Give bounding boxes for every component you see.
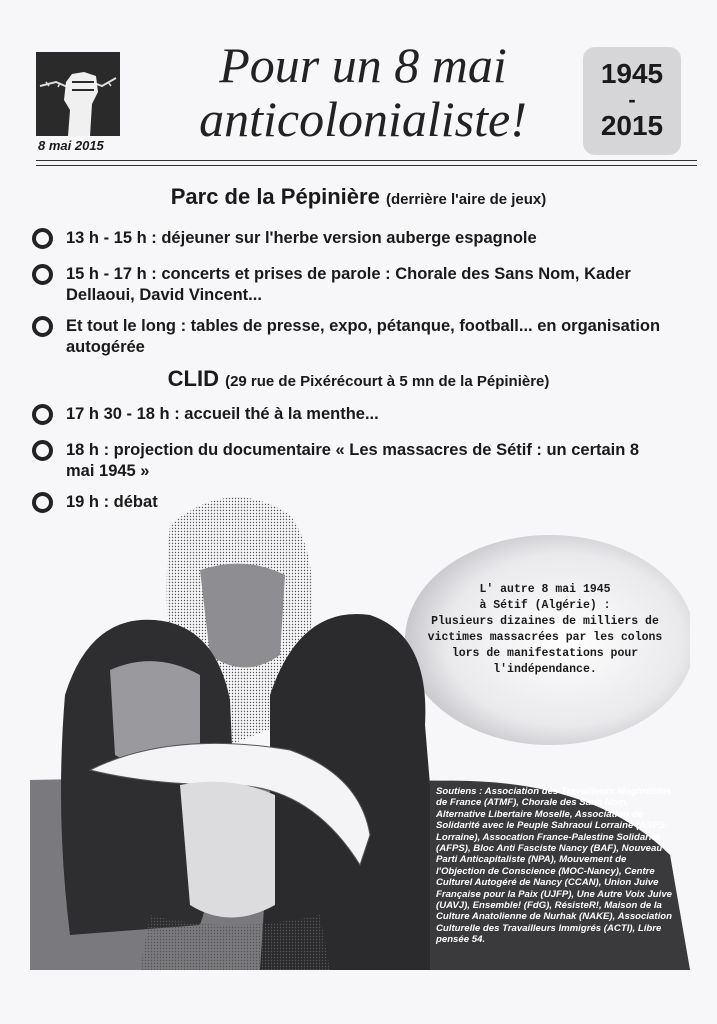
schedule-item-text: 13 h - 15 h : déjeuner sur l'herbe version auberge espagnole [66, 229, 537, 247]
section-title-pepiniere-name: Parc de la Pépinière [170, 184, 380, 209]
section-title-pepiniere-sub: (derrière l'aire de jeux) [385, 191, 547, 208]
schedule-item-text: 18 h : projection du documentaire « Les massacres de Sétif : un certain 8 mai 1945 » [66, 441, 640, 480]
circle-bullet-icon [32, 440, 53, 461]
caption-line-1: L' autre 8 mai 1945 [479, 583, 611, 596]
title-line-2: anticolonialiste! [199, 91, 527, 147]
caption-line-3: Plusieurs dizaines de milliers de victimes massacrées par les colons lors de manifestations pour l'indépendance. [427, 615, 663, 676]
schedule-item-text: 19 h : débat [66, 493, 158, 511]
schedule-item-text: 17 h 30 - 18 h : accueil thé à la menthe... [66, 405, 379, 423]
years-badge [583, 47, 681, 155]
section-title-clid [0, 366, 717, 392]
schedule-item [32, 264, 672, 306]
soutiens-text: Soutiens : Association des Travailleurs Maghrébins de France (ATMF), Chorale des Sans Nom, Alternative Libertaire Moselle, Association de Solidarité avec le Peuple Sahraoui Lorraine (ASPS-Lorraine), Assocation France-Palestine Solidarité (AFPS), Bloc Anti Fasciste Nancy (BAF), Nouveau Parti Anticapitaliste (NPA), Mouvement de l'Objection de Conscience (MOC-Nancy), Centre Culturel Autogéré de Nancy (CCAN), Union Juive Française pour la Paix (UJFP), Une Autre Voix Juive (UAVJ), Ensemble! (FdG), RésisteR!, Maison de la Culture Anatolienne de Nurhak (NAKE), Association Culturelle des Travailleurs Immigrés (ACTI), Libre pensée 54. [436, 786, 673, 946]
year-dash: - [628, 87, 636, 112]
turbaned-face [200, 564, 285, 668]
schedule-item [32, 440, 672, 482]
section-title-clid-name: CLID [167, 366, 219, 391]
section-title-pepiniere [0, 184, 717, 210]
circle-bullet-icon [32, 404, 53, 425]
raised-fist-logo [36, 52, 120, 136]
circle-bullet-icon [32, 316, 53, 337]
circle-bullet-icon [32, 264, 53, 285]
title-line-1: Pour un 8 mai [219, 37, 507, 93]
header-divider-top [36, 160, 697, 161]
year-end: 2015 [600, 110, 664, 141]
logo-date: 8 mai 2015 [38, 138, 104, 153]
header-divider-bottom [36, 165, 697, 166]
schedule-item-text: 15 h - 17 h : concerts et prises de parole : Chorale des Sans Nom, Kader Dellaoui, David Vincent... [66, 265, 631, 304]
schedule-item [32, 404, 672, 425]
girl-face [180, 782, 275, 918]
circle-bullet-icon [32, 228, 53, 249]
raised-fist-icon [36, 52, 120, 136]
caption-setif [425, 582, 665, 678]
page-title [158, 38, 568, 146]
schedule-item-text: Et tout le long : tables de presse, expo, pétanque, football... en organisation autogérée [66, 317, 661, 356]
section-title-clid-sub: (29 rue de Pixérécourt à 5 mn de la Pépinière) [225, 373, 550, 390]
schedule-item [32, 316, 672, 358]
caption-line-2: à Sétif (Algérie) : [479, 599, 611, 612]
year-start: 1945 [600, 58, 664, 89]
schedule-item [32, 228, 672, 249]
